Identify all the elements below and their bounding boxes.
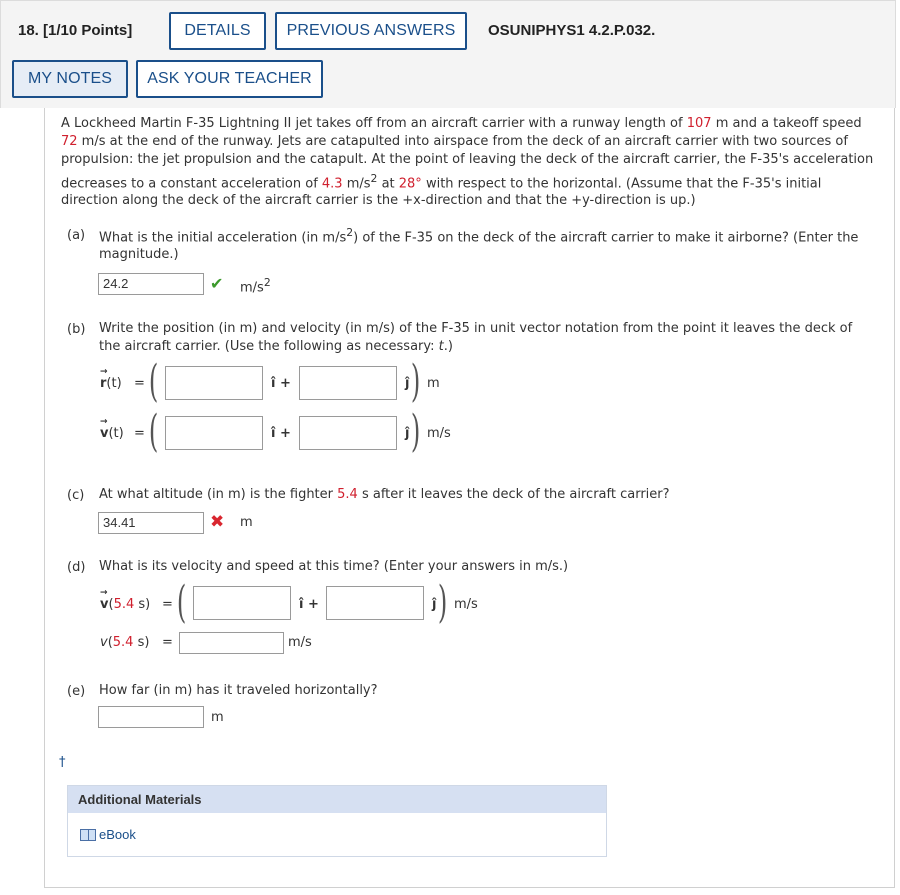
position-x-input[interactable]: [165, 366, 263, 400]
i-hat-plus: î +: [299, 597, 319, 612]
part-a-question-line-1: [99, 226, 858, 245]
i-hat-plus: î +: [271, 426, 291, 441]
part-a-answer-input[interactable]: 24.2: [98, 273, 204, 295]
i-hat-plus: î +: [271, 376, 291, 391]
part-d-question: What is its velocity and speed at this time? (Enter your answers in m/s.): [99, 559, 569, 574]
question-text: What is the initial acceleration (in m/s: [99, 230, 347, 246]
ebook-label: eBook: [99, 827, 136, 842]
part-c-question: [99, 487, 670, 502]
incorrect-x-icon: ✖: [210, 512, 225, 532]
problem-code: OSUNIPHYS1 4.2.P.032.: [488, 22, 656, 39]
speed-symbol: v: [100, 635, 108, 650]
right-paren: ): [437, 577, 448, 628]
j-hat: ĵ: [432, 597, 437, 612]
question-text: ) of the F-35 on the deck of the aircraft carrier to make it airborne? (Enter the: [353, 230, 859, 246]
part-a-label: (a): [67, 228, 86, 243]
function-argument: s): [134, 597, 151, 612]
problem-line-1: [61, 116, 862, 131]
position-vector-symbol: → r: [100, 376, 106, 391]
exponent: 2: [263, 276, 271, 289]
part-a-unit: [240, 276, 271, 295]
previous-answers-button[interactable]: PREVIOUS ANSWERS: [275, 12, 467, 50]
details-button[interactable]: DETAILS: [169, 12, 266, 50]
question-text: s after it leaves the deck of the aircraft carrier?: [357, 487, 670, 502]
part-e-unit: m: [211, 710, 224, 725]
exponent: 2: [370, 172, 378, 185]
book-icon: [80, 829, 96, 841]
equals-sign: =: [134, 426, 145, 441]
j-hat: ĵ: [405, 376, 410, 391]
part-e-question: How far (in m) has it traveled horizontally?: [99, 683, 378, 698]
right-paren: ): [410, 356, 421, 407]
function-argument: (: [108, 597, 114, 612]
problem-text: decreases to a constant acceleration of: [61, 176, 322, 192]
part-c-unit: m: [240, 515, 253, 530]
takeoff-speed-value: 72: [61, 134, 78, 149]
acceleration-value: 4.3: [321, 176, 343, 192]
function-argument: s): [133, 635, 150, 650]
question-text: At what altitude (in m) is the fighter: [99, 487, 338, 502]
part-c-label: (c): [67, 488, 85, 503]
function-argument: (t): [108, 426, 124, 441]
velocity-at-time-label: [100, 597, 150, 612]
unit-text: m/s: [240, 280, 264, 296]
position-y-input[interactable]: [299, 366, 397, 400]
question-points: [1/10 Points]: [43, 22, 133, 39]
exponent: 2: [346, 226, 354, 239]
velocity-at-time-unit: m/s: [454, 597, 478, 612]
velocity-vector-symbol: → v: [100, 597, 108, 612]
time-value: 5.4: [337, 487, 358, 502]
function-argument: (: [107, 635, 113, 650]
part-a-question-line-2: magnitude.): [99, 247, 179, 262]
velocity-at-time-x-input[interactable]: [193, 586, 291, 620]
velocity-label: [100, 426, 124, 441]
velocity-unit: m/s: [427, 426, 451, 441]
velocity-at-time-y-input[interactable]: [326, 586, 424, 620]
function-argument: (t): [106, 376, 122, 391]
question-number: 18.: [18, 22, 39, 39]
time-value: 5.4: [112, 635, 134, 650]
question-text: .): [443, 339, 453, 354]
speed-unit: m/s: [288, 635, 312, 650]
j-hat: ĵ: [405, 426, 410, 441]
variable-t: t: [438, 339, 444, 354]
speed-input[interactable]: [179, 632, 284, 654]
part-b-question-line-1: Write the position (in m) and velocity (in m/s) of the F-35 in unit vector notation from the point it leaves the deck of: [99, 321, 853, 336]
problem-text: with respect to the horizontal. (Assume that the F-35's initial: [421, 176, 822, 192]
my-notes-button[interactable]: MY NOTES: [12, 60, 128, 98]
position-label: [100, 376, 122, 391]
problem-line-2: [61, 134, 848, 149]
question-text: the aircraft carrier. (Use the following as necessary:: [99, 339, 439, 354]
angle-value: 28°: [398, 176, 422, 192]
problem-line-4: [61, 172, 821, 191]
left-paren: (: [176, 577, 187, 628]
equals-sign: =: [162, 635, 173, 650]
ask-your-teacher-button[interactable]: ASK YOUR TEACHER: [136, 60, 323, 98]
problem-text: A Lockheed Martin F-35 Lightning II jet takes off from an aircraft carrier with a runway length of: [61, 116, 687, 131]
additional-materials-box: [67, 785, 607, 857]
problem-text: at: [377, 176, 399, 192]
equals-sign: =: [134, 376, 145, 391]
time-value: 5.4: [113, 597, 135, 612]
question-number-points: [18, 22, 132, 39]
runway-length-value: 107: [686, 116, 712, 131]
correct-check-icon: ✔: [210, 274, 224, 293]
ebook-link[interactable]: [80, 827, 136, 842]
back-to-top-icon[interactable]: †: [59, 755, 66, 770]
velocity-y-input[interactable]: [299, 416, 397, 450]
left-paren: (: [148, 356, 159, 407]
question-header: [0, 0, 896, 108]
problem-text: m/s: [342, 176, 371, 192]
position-unit: m: [427, 376, 440, 391]
problem-line-5: direction along the deck of the aircraft carrier is the +x-direction and that the +y-direction is up.): [61, 193, 696, 208]
part-c-answer-input[interactable]: 34.41: [98, 512, 204, 534]
left-paren: (: [148, 406, 159, 457]
part-b-label: (b): [67, 322, 86, 337]
right-paren: ): [410, 406, 421, 457]
velocity-x-input[interactable]: [165, 416, 263, 450]
problem-line-3: propulsion: the jet propulsion and the catapult. At the point of leaving the deck of the aircraft carrier, the F-35's acceleration: [61, 152, 874, 167]
part-e-label: (e): [67, 684, 86, 699]
part-b-question-line-2: [99, 339, 453, 354]
velocity-vector-symbol: → v: [100, 426, 108, 441]
part-e-answer-input[interactable]: [98, 706, 204, 728]
part-d-label: (d): [67, 560, 86, 575]
additional-materials-title: Additional Materials: [68, 786, 606, 813]
equals-sign: =: [162, 597, 173, 612]
problem-text: m/s at the end of the runway. Jets are catapulted into airspace from the deck of an aircraft carrier with two sources of: [77, 134, 848, 149]
speed-label: [100, 635, 149, 650]
problem-text: m and a takeoff speed: [711, 116, 862, 131]
